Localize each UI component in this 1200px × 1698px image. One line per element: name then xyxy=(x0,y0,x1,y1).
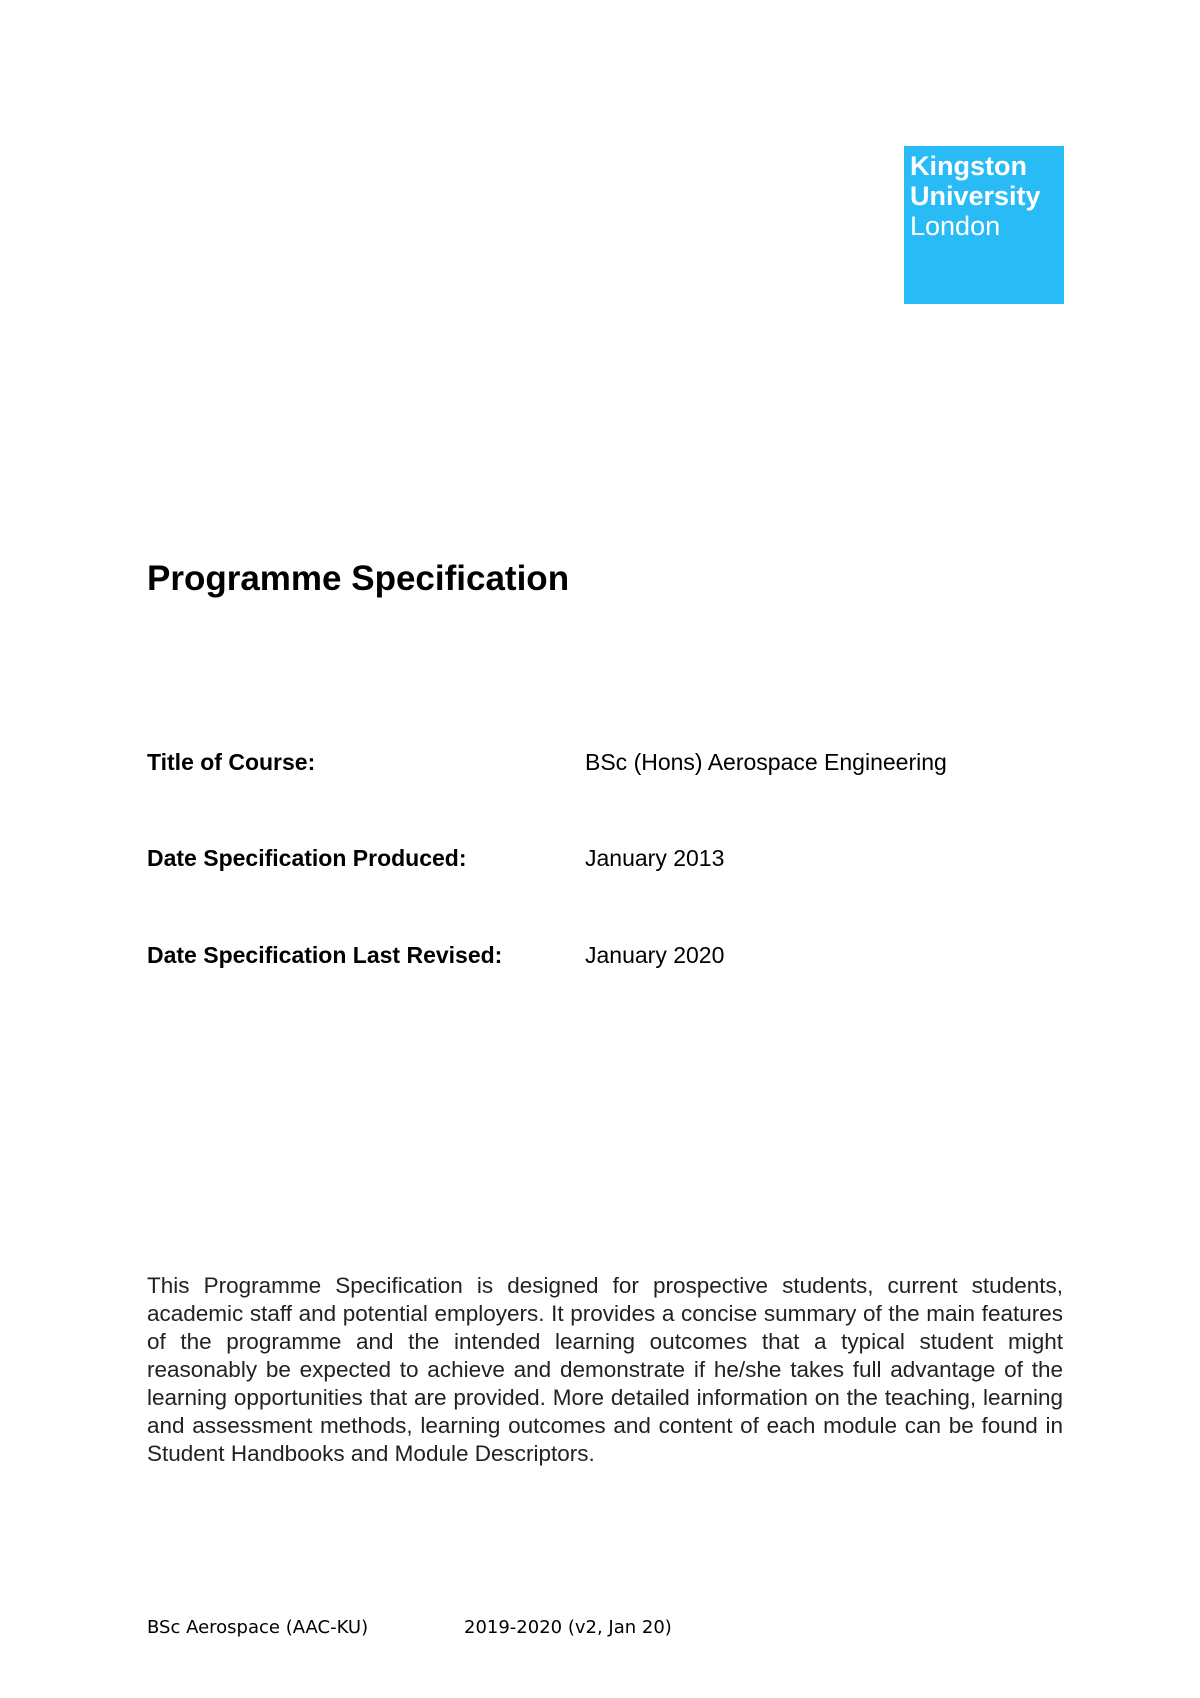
field-value-course-title: BSc (Hons) Aerospace Engineering xyxy=(585,749,947,775)
field-row-date-revised xyxy=(147,940,1067,970)
field-value-date-revised: January 2020 xyxy=(585,942,725,968)
field-label-date-revised: Date Specification Last Revised: xyxy=(147,942,503,968)
university-logo xyxy=(904,146,1064,304)
field-value-date-produced: January 2013 xyxy=(585,845,725,871)
logo-line-london: London xyxy=(910,211,1001,241)
footer-version: 2019-2020 (v2, Jan 20) xyxy=(464,1617,672,1638)
field-label-course-title: Title of Course: xyxy=(147,749,316,775)
field-row-course-title xyxy=(147,747,1067,777)
logo-line-kingston: Kingston xyxy=(910,151,1027,181)
footer-course-code: BSc Aerospace (AAC-KU) xyxy=(147,1617,369,1638)
logo-line-university: University xyxy=(910,181,1041,211)
document-title: Programme Specification xyxy=(147,559,570,598)
field-row-date-produced xyxy=(147,843,1067,873)
field-label-date-produced: Date Specification Produced: xyxy=(147,845,467,871)
intro-paragraph: This Programme Specification is designed for prospective students, current students, academic staff and potential employers. It provides a concise summary of the main features of the programme and the intended learning outcomes that a typical student might reasonably be expected to achieve and demonstrate if he/she takes full advantage of the learning opportunities that are provided. More detailed information on the teaching, learning and assessment methods, learning outcomes and content of each module can be found in Student Handbooks and Module Descriptors. xyxy=(147,1273,1063,1466)
